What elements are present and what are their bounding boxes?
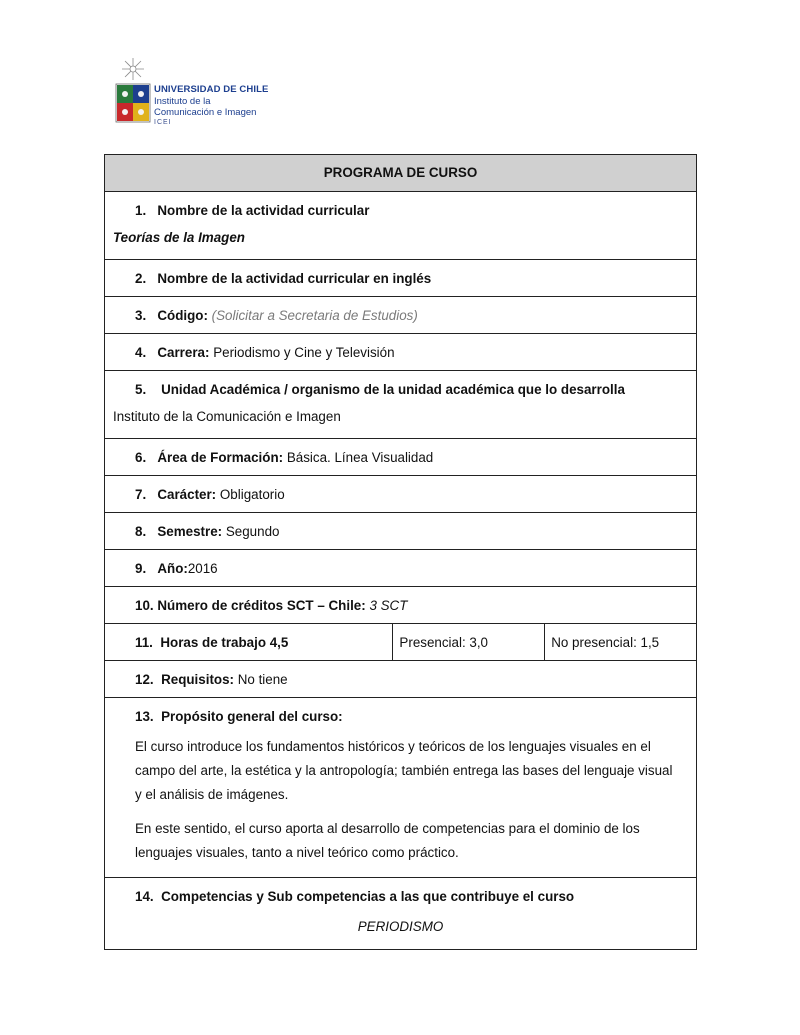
character-value: Obligatorio [219,486,285,502]
credits-value: 3 SCT [369,597,408,613]
section-5-heading [105,371,696,398]
section-label: Nombre de la actividad curricular [157,203,370,218]
institute-acronym: ICEI [154,119,172,126]
section-9-heading [105,550,696,586]
career-competencies-title: PERIODISMO [357,918,444,934]
section-number: 14. [135,889,154,905]
section-3-row [105,296,697,333]
institute-name-line2: Comunicación e Imagen [154,107,257,118]
section-number: 6. [135,449,147,465]
section-13-heading [135,708,688,725]
course-name-value: Teorías de la Imagen [113,230,245,246]
section-11-heading [105,624,392,660]
section-number: 5. [135,381,147,397]
section-number: 3. [135,307,147,323]
section-number: 12. [135,671,154,687]
section-label: Propósito general del curso: [161,708,343,724]
section-number: 1. [135,203,147,218]
training-area-value: Básica. Línea Visualidad [286,449,434,465]
section-3-heading [105,297,696,333]
code-value: (Solicitar a Secretaria de Estudios) [211,307,418,323]
section-14-row [105,878,697,950]
institute-name-line1: Instituto de la [154,96,211,107]
section-2-row [105,259,697,296]
section-label: Competencias y Sub competencias a las que contribuye el curso [161,889,575,905]
requirements-value: No tiene [237,671,288,687]
section-11-row [105,623,697,660]
semester-value: Segundo [225,523,280,539]
section-10-heading [105,587,696,623]
section-5-row [105,370,697,438]
section-label: Nombre de la actividad curricular en inglés [157,270,432,286]
section-4-row [105,333,697,370]
section-1-heading [105,192,696,219]
section-7-heading [105,476,696,512]
institution-logo [112,56,272,132]
section-8-heading [105,513,696,549]
section-12-row [105,660,697,697]
title-row [105,155,697,192]
section-label: Unidad Académica / organismo de la unidad académica que lo desarrolla [161,381,625,397]
section-2-heading [105,260,696,296]
section-label: Año: [157,560,188,576]
university-name: UNIVERSIDAD DE CHILE [154,84,269,95]
section-7-row [105,475,697,512]
section-label: Número de créditos SCT – Chile: [157,597,366,613]
section-9-row [105,549,697,586]
table-title: PROGRAMA DE CURSO [105,155,696,191]
section-label: Requisitos: [161,671,234,687]
no-presencial-hours: No presencial: 1,5 [551,634,660,650]
section-number: 9. [135,560,147,576]
section-6-heading [105,439,696,475]
academic-unit-value: Instituto de la Comunicación e Imagen [113,409,341,425]
section-label: Área de Formación: [157,449,284,465]
university-crest-icon [114,56,152,126]
section-12-heading [105,661,696,697]
section-label: Semestre: [157,523,223,539]
section-number: 10. [135,597,154,613]
section-label: Carácter: [157,486,217,502]
purpose-paragraph-2: En este sentido, el curso aporta al desarrollo de competencias para el dominio de los lenguajes visuales, tanto a nivel teórico como práctico. [135,821,640,861]
year-value: 2016 [187,560,218,576]
section-number: 7. [135,486,147,502]
section-8-row [105,512,697,549]
section-14-heading [105,878,696,905]
section-6-row [105,438,697,475]
section-13-row [105,697,697,877]
section-1-row [105,192,697,260]
section-label: Código: [157,307,208,323]
section-4-heading [105,334,696,370]
section-number: 2. [135,270,147,286]
section-10-row [105,586,697,623]
section-label: Carrera: [157,344,210,360]
section-13-content [105,698,696,877]
section-label: Horas de trabajo 4,5 [160,634,289,650]
section-number: 8. [135,523,147,539]
presencial-hours: Presencial: 3,0 [399,634,488,650]
section-number: 4. [135,344,147,360]
purpose-paragraph-1: El curso introduce los fundamentos históricos y teóricos de los lenguajes visuales en el campo del arte, la estética y la antropología; también entrega las bases del lenguaje visual y el análisis de imágenes. [135,739,673,803]
career-value: Periodismo y Cine y Televisión [213,344,395,360]
section-number: 13. [135,708,154,724]
section-number: 11. [135,634,153,650]
course-program-table [104,154,697,950]
